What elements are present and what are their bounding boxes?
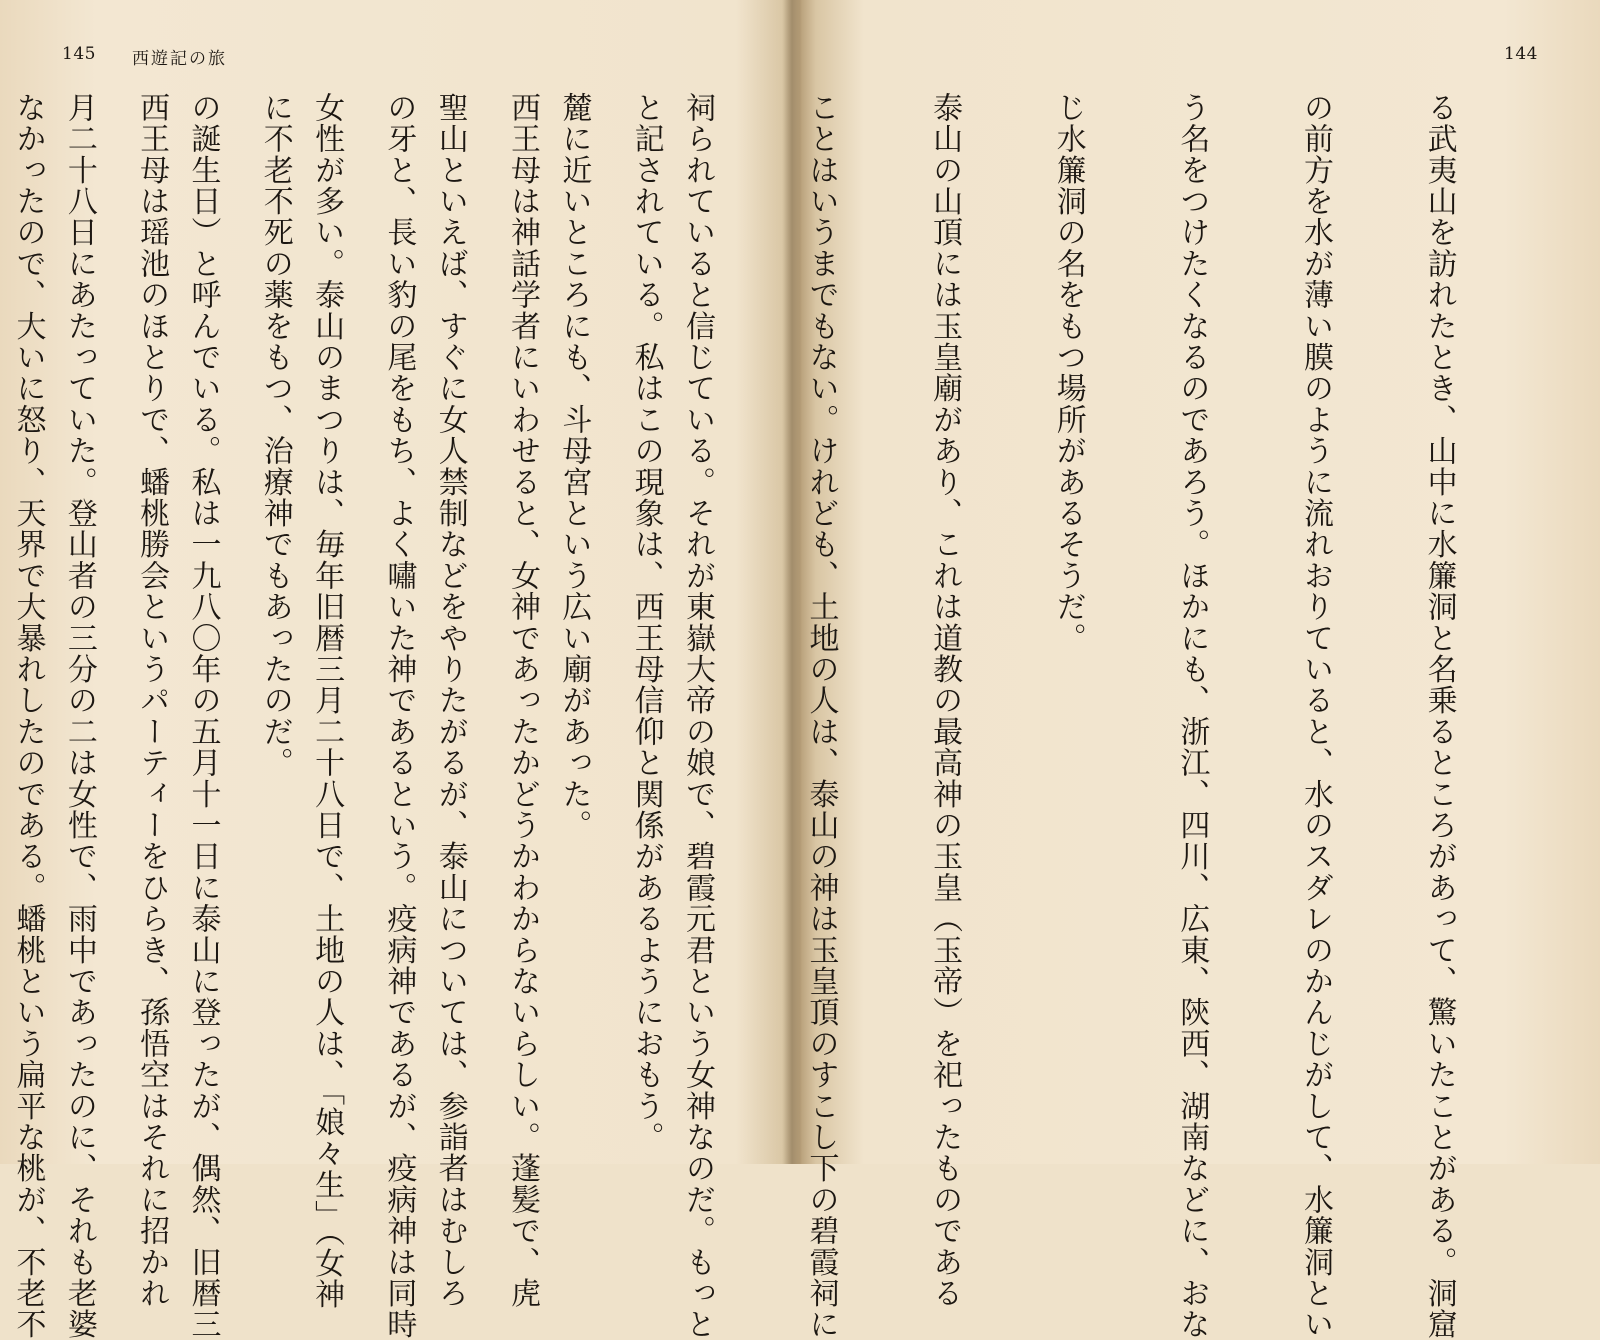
text-column: う名をつけたくなるのであろう。ほかにも、浙江、四川、広東、陝西、湖南などに、おな [1174, 92, 1210, 1340]
text-column: 麓に近いところにも、斗母宮という広い廟があった。 [556, 92, 592, 841]
text-column: 西王母は瑶池のほとりで、蟠桃勝会というパーティーをひらき、孫悟空はそれに招かれ [134, 92, 170, 1309]
text-column: なかったので、大いに怒り、天界で大暴れしたのである。蟠桃という扁平な桃が、不老不 [10, 92, 46, 1340]
text-column: 月二十八日にあたっていた。登山者の三分の二は女性で、雨中であったのに、それも老婆 [61, 92, 97, 1340]
running-head: 西遊記の旅 [132, 49, 227, 69]
text-column: 聖山といえば、すぐに女人禁制などをやりたがるが、泰山については、参詣者はむしろ [432, 92, 468, 1309]
text-column: 泰山の山頂には玉皇廟があり、これは道教の最高神の玉皇（玉帝）を祀ったものである [927, 92, 963, 1309]
text-column: と記されている。私はこの現象は、西王母信仰と関係があるようにおもう。 [628, 92, 664, 1153]
text-column: に不老不死の薬をもつ、治療神でもあったのだ。 [257, 92, 293, 779]
page-number-right: 144 [1504, 44, 1538, 64]
page-number-left: 145 [62, 44, 96, 64]
text-column: ことはいうまでもない。けれども、土地の人は、泰山の神は玉皇頂のすこし下の碧霞祠に [803, 92, 839, 1340]
text-column: 祠られていると信じている。それが東嶽大帝の娘で、碧霞元君という女神なのだ。もっと [679, 92, 715, 1340]
text-column: の前方を水が薄い膜のように流れおりていると、水のスダレのかんじがして、水簾洞とい [1297, 92, 1333, 1340]
text-column: 女性が多い。泰山のまつりは、毎年旧暦三月二十八日で、土地の人は、「娘々生」（女神 [309, 92, 345, 1310]
text-column: の牙と、長い豹の尾をもち、よく嘯いた神であるという。疫病神であるが、疫病神は同時 [381, 92, 417, 1340]
text-column: る武夷山を訪れたとき、山中に水簾洞と名乗るところがあって、驚いたことがある。洞窟 [1421, 92, 1457, 1340]
text-column: 西王母は神話学者にいわせると、女神であったかどうかわからないらしい。蓬髪で、虎 [504, 92, 540, 1309]
text-column: じ水簾洞の名をもつ場所があるそうだ。 [1050, 92, 1086, 654]
text-column: の誕生日）と呼んでいる。私は一九八〇年の五月十一日に泰山に登ったが、偶然、旧暦三 [185, 92, 221, 1340]
